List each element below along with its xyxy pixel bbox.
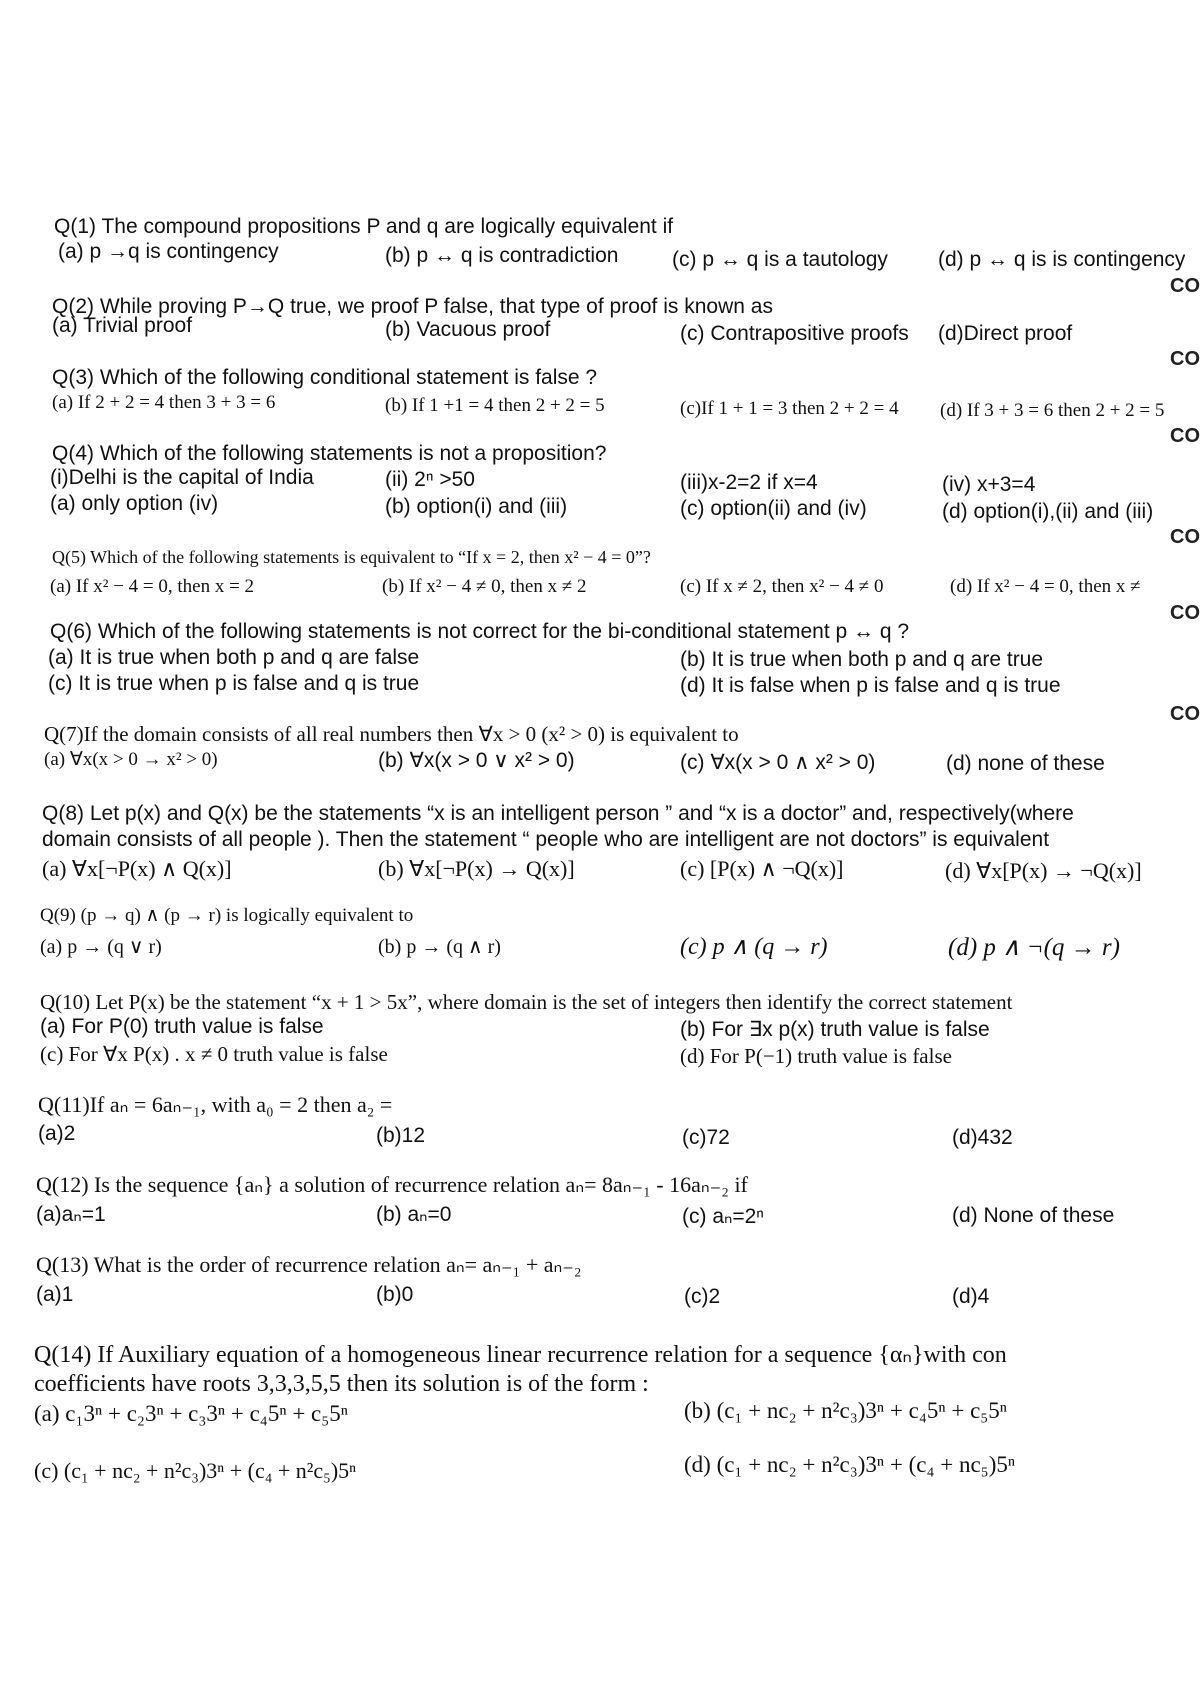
item-ii: (ii) 2ⁿ >50 xyxy=(385,468,475,491)
option-d: (d) (c₁ + nc₂ + n²c₃)3ⁿ + (c₄ + nc₅)5ⁿ xyxy=(684,1452,1016,1477)
option-d: (d) ∀x[P(x) → ¬Q(x)] xyxy=(945,858,1142,883)
option-c: (c)2 xyxy=(684,1285,721,1308)
option-b: (b) ∀x(x > 0 ∨ x² > 0) xyxy=(378,749,575,772)
option-d: (d) For P(−1) truth value is false xyxy=(680,1044,952,1068)
option-c: (c) Contrapositive proofs xyxy=(680,322,909,345)
option-a: (a) p →q is contingency xyxy=(58,240,279,263)
option-b: (b) p ↔ q is contradiction xyxy=(385,244,619,267)
question-stem-line-1: Q(8) Let p(x) and Q(x) be the statements “x is an intelligent person ” and “x is a doctor” and, respectively(where xyxy=(42,802,1074,825)
question-stem: Q(3) Which of the following conditional statement is false ? xyxy=(52,366,598,389)
option-c: (c) option(ii) and (iv) xyxy=(680,497,867,520)
option-b: (b) ∀x[¬P(x) → Q(x)] xyxy=(378,856,575,881)
option-c: (c) If x ≠ 2, then x² − 4 ≠ 0 xyxy=(680,576,884,597)
margin-mark: CO xyxy=(1170,526,1200,548)
option-b: (b) For ∃x p(x) truth value is false xyxy=(680,1018,990,1041)
option-a: (a) Trivial proof xyxy=(52,314,193,337)
question-stem: Q(5) Which of the following statements is equivalent to “If x = 2, then x² − 4 = 0”? xyxy=(52,547,651,567)
option-a: (a) If x² − 4 = 0, then x = 2 xyxy=(50,576,255,597)
option-d: (d) It is false when p is false and q is true xyxy=(680,674,1061,697)
option-a: (a) only option (iv) xyxy=(50,492,219,515)
option-b: (b) If 1 +1 = 4 then 2 + 2 = 5 xyxy=(385,395,605,416)
margin-mark: CO xyxy=(1170,425,1200,447)
question-stem: Q(13) What is the order of recurrence relation aₙ= aₙ₋₁ + aₙ₋₂ xyxy=(36,1252,582,1277)
option-d: (d)4 xyxy=(952,1285,990,1308)
option-a: (a) If 2 + 2 = 4 then 3 + 3 = 6 xyxy=(52,392,276,413)
option-d: (d)Direct proof xyxy=(938,322,1073,345)
option-c: (c) p ∧ (q → r) xyxy=(680,934,828,960)
question-stem: Q(1) The compound propositions P and q are logically equivalent if xyxy=(54,215,674,238)
option-b: (b)0 xyxy=(376,1283,414,1306)
option-d: (d) p ∧ ¬(q → r) xyxy=(948,934,1120,961)
option-c: (c) ∀x(x > 0 ∧ x² > 0) xyxy=(680,751,876,774)
question-stem: Q(9) (p → q) ∧ (p → r) is logically equivalent to xyxy=(40,905,414,926)
option-a: (a) c₁3ⁿ + c₂3ⁿ + c₃3ⁿ + c₄5ⁿ + c₅5ⁿ xyxy=(34,1401,349,1426)
option-b: (b) (c₁ + nc₂ + n²c₃)3ⁿ + c₄5ⁿ + c₅5ⁿ xyxy=(684,1398,1008,1423)
option-c: (c)If 1 + 1 = 3 then 2 + 2 = 4 xyxy=(680,398,899,419)
option-d: (d) p ↔ q is is contingency xyxy=(938,248,1186,271)
item-iv: (iv) x+3=4 xyxy=(942,473,1036,496)
option-a: (a)1 xyxy=(36,1283,74,1306)
option-b: (b)12 xyxy=(376,1124,426,1147)
option-d: (d) option(i),(ii) and (iii) xyxy=(942,500,1154,523)
option-d: (d) If 3 + 3 = 6 then 2 + 2 = 5 xyxy=(940,400,1165,421)
option-a: (a) For P(0) truth value is false xyxy=(40,1015,324,1038)
option-c: (c) [P(x) ∧ ¬Q(x)] xyxy=(680,856,844,881)
question-stem: Q(4) Which of the following statements is not a proposition? xyxy=(52,442,607,465)
option-a: (a) It is true when both p and q are false xyxy=(48,646,420,669)
option-b: (b) Vacuous proof xyxy=(385,318,551,341)
question-stem: Q(11)If aₙ = 6aₙ₋₁, with a₀ = 2 then a₂ = xyxy=(38,1092,393,1117)
option-c: (c) It is true when p is false and q is true xyxy=(48,672,420,695)
option-d: (d) none of these xyxy=(946,752,1105,775)
option-b: (b) option(i) and (iii) xyxy=(385,495,568,518)
question-stem: Q(7)If the domain consists of all real numbers then ∀x > 0 (x² > 0) is equivalent to xyxy=(44,722,739,746)
option-d: (d)432 xyxy=(952,1126,1013,1149)
option-c: (c) aₙ=2ⁿ xyxy=(682,1205,764,1228)
option-c: (c) (c₁ + nc₂ + n²c₃)3ⁿ + (c₄ + n²c₅)5ⁿ xyxy=(34,1458,357,1483)
question-stem-line-1: Q(14) If Auxiliary equation of a homogeneous linear recurrence relation for a sequence {αₙ}with con xyxy=(34,1342,1007,1368)
option-d: (d) If x² − 4 = 0, then x ≠ xyxy=(950,576,1141,597)
item-i: (i)Delhi is the capital of India xyxy=(50,466,314,489)
margin-mark: CO xyxy=(1170,703,1200,725)
option-a: (a) ∀x[¬P(x) ∧ Q(x)] xyxy=(42,856,232,881)
margin-mark: CO xyxy=(1170,602,1200,624)
option-d: (d) None of these xyxy=(952,1204,1115,1227)
margin-mark: CO xyxy=(1170,275,1200,297)
option-c: (c) For ∀x P(x) . x ≠ 0 truth value is false xyxy=(40,1042,388,1066)
option-a: (a) ∀x(x > 0 → x² > 0) xyxy=(44,749,218,770)
question-stem: Q(6) Which of the following statements is not correct for the bi-conditional statement p ↔ q ? xyxy=(50,620,910,643)
option-b: (b) aₙ=0 xyxy=(376,1203,452,1226)
question-stem: Q(12) Is the sequence {aₙ} a solution of recurrence relation aₙ= 8aₙ₋₁ - 16aₙ₋₂ if xyxy=(36,1172,748,1197)
item-iii: (iii)x-2=2 if x=4 xyxy=(680,471,818,494)
question-stem: Q(10) Let P(x) be the statement “x + 1 > 5x”, where domain is the set of integers then identify the correct statement xyxy=(40,990,1013,1014)
option-c: (c)72 xyxy=(682,1126,730,1149)
margin-mark: CO xyxy=(1170,348,1200,370)
question-stem-line-2: coefficients have roots 3,3,3,5,5 then its solution is of the form : xyxy=(34,1371,649,1397)
option-a: (a) p → (q ∨ r) xyxy=(40,936,162,958)
option-a: (a)aₙ=1 xyxy=(36,1203,106,1226)
option-c: (c) p ↔ q is a tautology xyxy=(672,248,888,271)
option-b: (b) It is true when both p and q are true xyxy=(680,648,1044,671)
option-b: (b) If x² − 4 ≠ 0, then x ≠ 2 xyxy=(382,576,587,597)
option-b: (b) p → (q ∧ r) xyxy=(378,936,501,958)
question-stem-line-2: domain consists of all people ). Then the statement “ people who are intelligent are not doctors” is equivalent xyxy=(42,828,1050,851)
option-a: (a)2 xyxy=(38,1122,76,1145)
question-stem: Q(2) While proving P→Q true, we proof P false, that type of proof is known as xyxy=(52,295,773,318)
